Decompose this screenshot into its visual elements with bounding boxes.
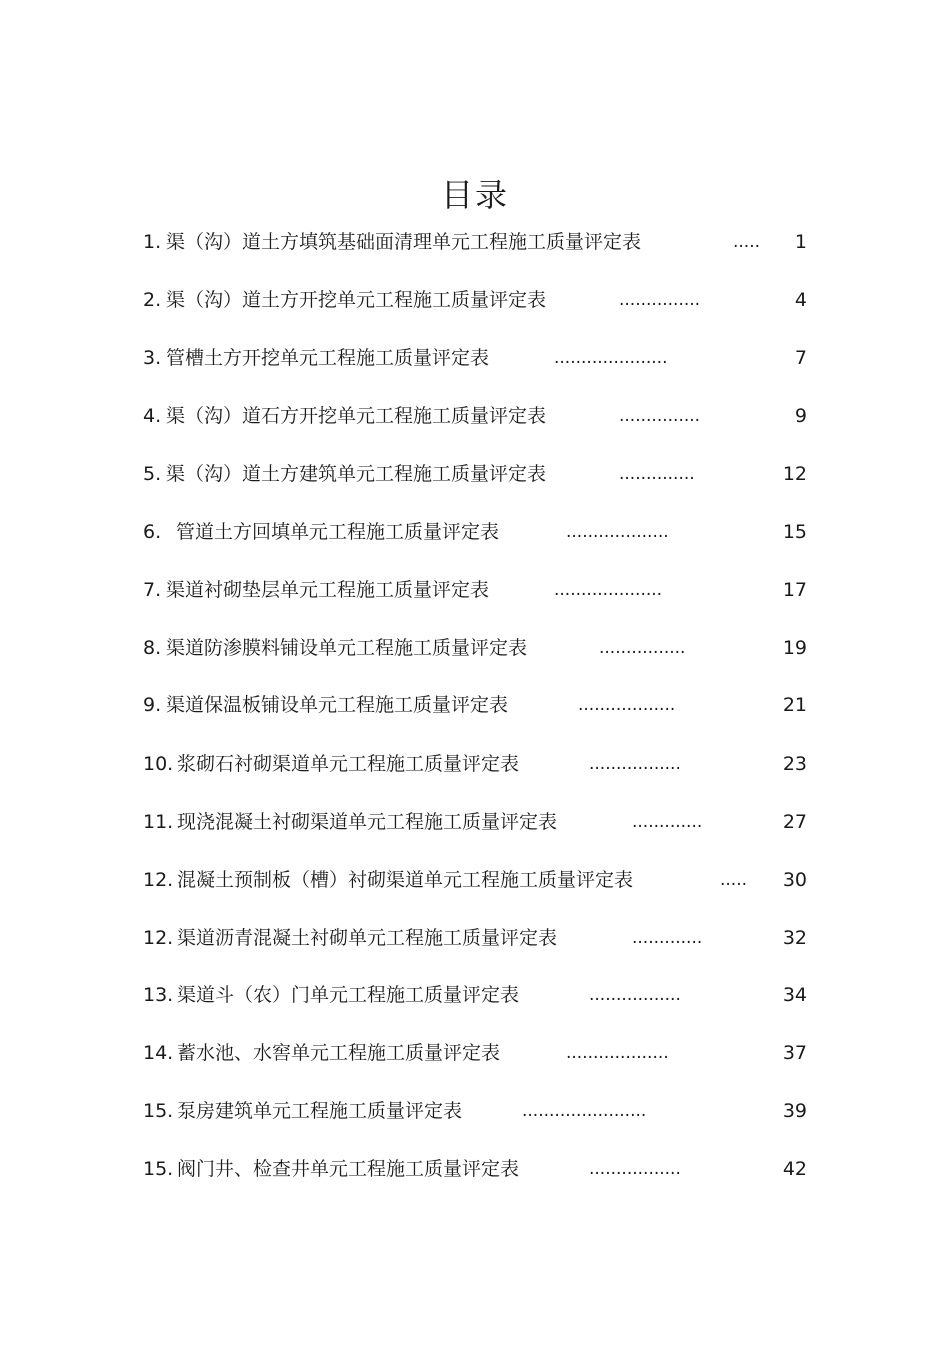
toc-entry[interactable] — [0, 229, 950, 255]
toc-entry[interactable] — [0, 577, 950, 603]
toc-entry-page: 32 — [782, 927, 807, 949]
toc-entry-title: 现浇混凝土衬砌渠道单元工程施工质量评定表 — [177, 811, 558, 833]
toc-entry-page: 12 — [782, 463, 807, 485]
toc-entry-number: 3. — [143, 347, 162, 369]
toc-entry-number: 4. — [143, 405, 162, 427]
toc-entry-number: 5. — [143, 463, 162, 485]
toc-entry-leader: ............... — [619, 290, 701, 310]
toc-entry-leader: ................. — [589, 754, 681, 774]
toc-entry-number: 13. — [143, 984, 174, 1006]
toc-entry-number: 12. — [143, 927, 174, 949]
toc-entry-number: 8. — [143, 637, 162, 659]
toc-entry-number: 1. — [143, 231, 162, 253]
toc-entry-number: 11. — [143, 811, 174, 833]
toc-entry-leader: .................. — [578, 695, 676, 715]
toc-entry-page: 37 — [782, 1042, 807, 1064]
toc-entry[interactable] — [0, 982, 950, 1008]
toc-entry[interactable] — [0, 692, 950, 718]
toc-entry-title: 管道土方回填单元工程施工质量评定表 — [176, 521, 500, 543]
toc-entry-title: 渠道保温板铺设单元工程施工质量评定表 — [166, 694, 509, 716]
toc-entry[interactable] — [0, 1098, 950, 1124]
toc-entry-title: 渠（沟）道土方填筑基础面清理单元工程施工质量评定表 — [166, 231, 642, 253]
toc-entry[interactable] — [0, 287, 950, 313]
toc-entry-number: 15. — [143, 1100, 174, 1122]
toc-entry-page: 27 — [782, 811, 807, 833]
toc-entry[interactable] — [0, 751, 950, 777]
toc-entry-leader: .............. — [619, 464, 695, 484]
toc-entry-title: 蓄水池、水窖单元工程施工质量评定表 — [177, 1042, 501, 1064]
toc-entry-number: 7. — [143, 579, 162, 601]
toc-entry-number: 15. — [143, 1158, 174, 1180]
toc-entry-number: 12. — [143, 869, 174, 891]
toc-entry-page: 15 — [782, 521, 807, 543]
toc-entry-page: 7 — [794, 347, 807, 369]
toc-entry-page: 23 — [782, 753, 807, 775]
toc-entry-title: 管槽土方开挖单元工程施工质量评定表 — [166, 347, 490, 369]
toc-entry[interactable] — [0, 345, 950, 371]
toc-entry-leader: ............. — [632, 928, 703, 948]
toc-entry-leader: ....................... — [522, 1101, 647, 1121]
toc-entry-leader: ..... — [720, 870, 748, 890]
toc-entry-title: 渠道防渗膜料铺设单元工程施工质量评定表 — [166, 637, 528, 659]
toc-entry-leader: .................... — [554, 580, 663, 600]
toc-entry[interactable] — [0, 867, 950, 893]
toc-entry-title: 渠（沟）道土方开挖单元工程施工质量评定表 — [166, 289, 547, 311]
toc-entry[interactable] — [0, 809, 950, 835]
toc-entry-page: 1 — [794, 231, 807, 253]
toc-entry-page: 34 — [782, 984, 807, 1006]
toc-entry-page: 39 — [782, 1100, 807, 1122]
toc-heading: 目录 — [440, 176, 509, 214]
toc-entry-leader: ................ — [599, 638, 686, 658]
toc-entry-leader: ................... — [566, 522, 669, 542]
toc-entry-page: 30 — [782, 869, 807, 891]
toc-entry-title: 渠道沥青混凝土衬砌单元工程施工质量评定表 — [177, 927, 558, 949]
toc-entry[interactable] — [0, 635, 950, 661]
toc-entry-leader: ................. — [589, 985, 681, 1005]
toc-entry-title: 阀门井、检查井单元工程施工质量评定表 — [177, 1158, 520, 1180]
toc-entry-title: 泵房建筑单元工程施工质量评定表 — [177, 1100, 463, 1122]
toc-entry-leader: ..... — [733, 232, 761, 252]
toc-entry-page: 17 — [782, 579, 807, 601]
toc-entry-number: 14. — [143, 1042, 174, 1064]
toc-entry-leader: ................... — [566, 1043, 669, 1063]
toc-entry-leader: ............... — [619, 406, 701, 426]
toc-entry-title: 浆砌石衬砌渠道单元工程施工质量评定表 — [177, 753, 520, 775]
toc-entry[interactable] — [0, 1156, 950, 1182]
toc-entry[interactable] — [0, 1040, 950, 1066]
toc-entry-leader: ..................... — [554, 348, 668, 368]
toc-entry-page: 42 — [782, 1158, 807, 1180]
toc-entry-page: 9 — [794, 405, 807, 427]
toc-entry-title: 渠（沟）道石方开挖单元工程施工质量评定表 — [166, 405, 547, 427]
toc-entry[interactable] — [0, 925, 950, 951]
toc-entry[interactable] — [0, 403, 950, 429]
toc-entry-number: 9. — [143, 694, 162, 716]
toc-entry-title: 渠道斗（农）门单元工程施工质量评定表 — [177, 984, 520, 1006]
toc-entry-page: 19 — [782, 637, 807, 659]
toc-entry-number: 2. — [143, 289, 162, 311]
toc-entry-title: 渠（沟）道土方建筑单元工程施工质量评定表 — [166, 463, 547, 485]
toc-entry-leader: ................. — [589, 1159, 681, 1179]
toc-entry-page: 21 — [782, 694, 807, 716]
toc-entry-leader: ............. — [632, 812, 703, 832]
toc-entry-page: 4 — [794, 289, 807, 311]
toc-entry-title: 渠道衬砌垫层单元工程施工质量评定表 — [166, 579, 490, 601]
toc-entry[interactable] — [0, 461, 950, 487]
toc-entry[interactable] — [0, 519, 950, 545]
toc-entry-title: 混凝土预制板（槽）衬砌渠道单元工程施工质量评定表 — [177, 869, 634, 891]
toc-entry-number: 6. — [143, 521, 162, 543]
toc-entry-number: 10. — [143, 753, 174, 775]
